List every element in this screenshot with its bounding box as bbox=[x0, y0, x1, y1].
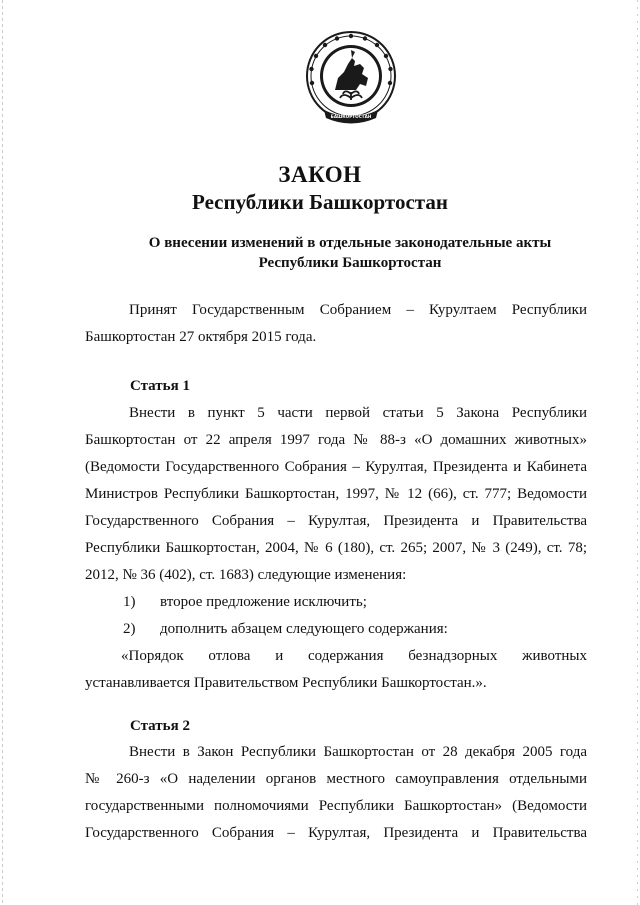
quoted-text-line: «Порядок отлова и содержания безнадзорных животных bbox=[121, 648, 587, 664]
bashkortostan-coat-of-arms-icon bbox=[302, 28, 400, 128]
quoted-text-line: устанавливается Правительством Республики Башкортостан.». bbox=[85, 675, 487, 691]
adoption-statement bbox=[85, 297, 587, 351]
article-line: Государственного Собрания – Курултая, Президента и Правительства bbox=[85, 513, 587, 529]
list-item-number: 1) bbox=[123, 594, 136, 610]
article-line: 2012, № 36 (402), ст. 1683) следующие изменения: bbox=[85, 567, 407, 583]
adoption-line: Башкортостан 27 октября 2015 года. bbox=[85, 329, 317, 345]
adoption-line: Принят Государственным Собранием – Курултаем Республики bbox=[129, 302, 587, 318]
list-item-text: второе предложение исключить; bbox=[160, 594, 367, 610]
article-2-title: Статья 2 bbox=[130, 718, 190, 734]
article-line: Внести в Закон Республики Башкортостан от 28 декабря 2005 года bbox=[129, 744, 587, 760]
scan-edge-right bbox=[637, 0, 638, 905]
document-heading bbox=[60, 233, 640, 273]
emblem-ribbon-text: БАШКОРТОСТАН bbox=[330, 114, 372, 119]
article-line: Башкортостан от 22 апреля 1997 года № 88-з «О домашних животных» bbox=[85, 432, 587, 448]
page-subtitle: Республики Башкортостан bbox=[192, 190, 448, 214]
article-line: № 260-з «О наделении органов местного самоуправления отдельными bbox=[85, 771, 587, 787]
article-line: (Ведомости Государственного Собрания – Курултая, Президента и Кабинета bbox=[85, 459, 587, 475]
article-line: Государственного Собрания – Курултая, Президента и Правительства bbox=[85, 825, 587, 841]
page-title: ЗАКОН bbox=[278, 162, 362, 187]
list-item bbox=[85, 589, 587, 616]
article-line: Республики Башкортостан, 2004, № 6 (180), ст. 265; 2007, № 3 (249), ст. 78; bbox=[85, 540, 587, 556]
list-item-text: дополнить абзацем следующего содержания: bbox=[160, 621, 448, 637]
list-item bbox=[85, 616, 587, 643]
list-item-number: 2) bbox=[123, 621, 136, 637]
article-line: Внести в пункт 5 части первой статьи 5 Закона Республики bbox=[129, 405, 587, 421]
document-heading-line: Республики Башкортостан bbox=[258, 255, 442, 271]
article-1-title: Статья 1 bbox=[130, 378, 190, 394]
scan-edge-left bbox=[2, 0, 3, 905]
article-1-body bbox=[85, 400, 587, 697]
document-heading-line: О внесении изменений в отдельные законодательные акты bbox=[148, 235, 552, 251]
article-line: Министров Республики Башкортостан, 1997, № 12 (66), ст. 777; Ведомости bbox=[85, 486, 587, 502]
article-line: государственными полномочиями Республики Башкортостан» (Ведомости bbox=[85, 798, 587, 814]
article-2-body bbox=[85, 739, 587, 847]
